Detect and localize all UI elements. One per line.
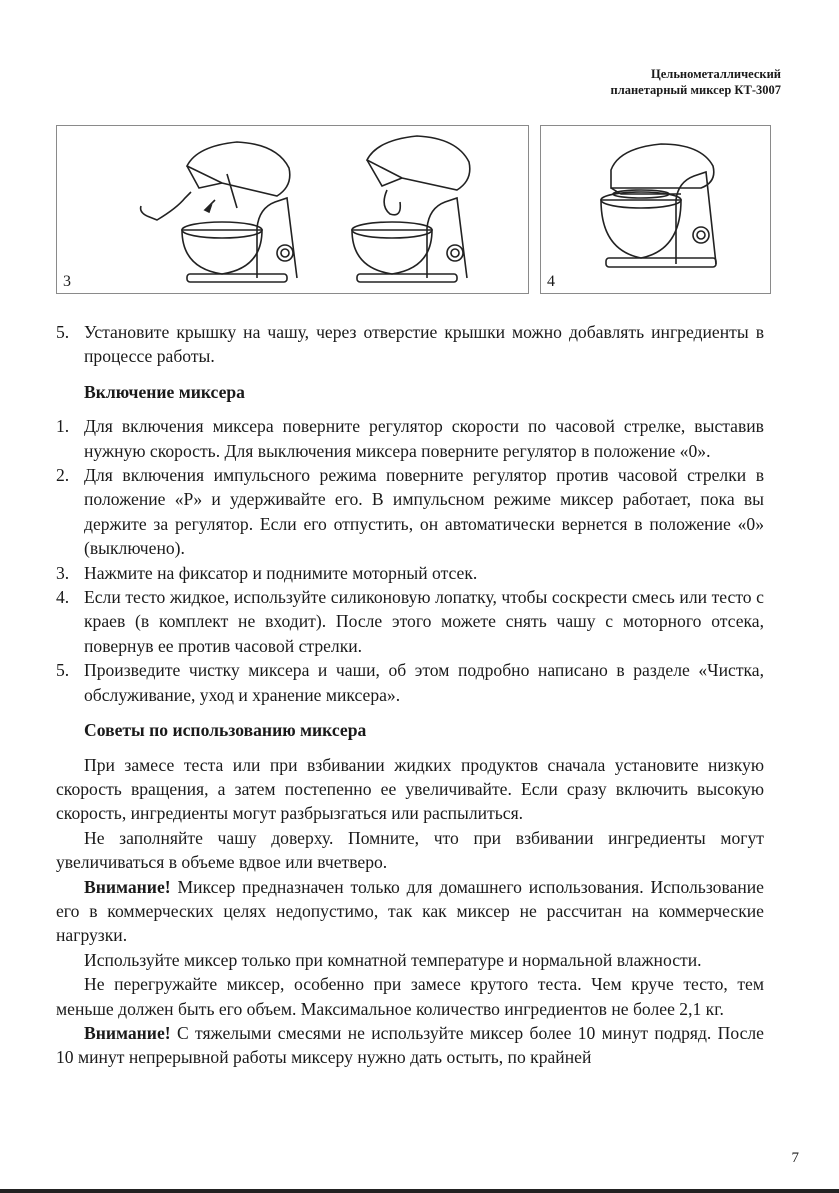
section-heading-switch-on: Включение миксера (84, 381, 245, 402)
figure-number-3: 3 (63, 273, 71, 290)
paragraph-warning (56, 1021, 764, 1070)
paragraph-text: Используйте миксер только при комнатной температуре и нормальной влажности. (84, 949, 702, 970)
header-line-2: планетарный миксер КТ-3007 (610, 83, 781, 97)
paragraph (56, 753, 764, 826)
figure-number-4: 4 (547, 273, 555, 290)
list-item-text: Установите крышку на чашу, через отверстие крышки можно добавлять ингредиенты в процессе работы. (84, 322, 764, 367)
list-item (56, 463, 764, 561)
paragraph-text: Не заполняйте чашу доверху. Помните, что при взбивании ингредиенты могут увеличиваться в объеме вдвое или вчетверо. (56, 827, 764, 873)
warning-label: Внимание! (84, 876, 171, 897)
list-item-number: 5. (56, 322, 70, 342)
paragraph (56, 826, 764, 875)
paragraph-text: Не перегружайте миксер, особенно при замесе крутого теста. Чем круче тесто, тем меньше должен быть его объем. Максимальное количество ингредиентов не более 2,1 кг. (56, 974, 764, 1019)
page-number: 7 (791, 1150, 799, 1166)
list-item-number: 5. (56, 660, 70, 681)
list-item (56, 414, 764, 463)
paragraph-text: Миксер предназначен только для домашнего использования. Использование его в коммерческих целях недопустимо, так как миксер не рассчитан на коммерческие нагрузки. (56, 876, 764, 946)
list-item-number: 2. (56, 465, 70, 486)
section-heading-tips: Советы по использованию миксера (84, 720, 367, 741)
bottom-divider (0, 1189, 839, 1193)
paragraph-text: При замесе теста или при взбивании жидких продуктов сначала установите низкую скорость вращения, а затем постепенно ее увеличивайте. Если сразу включить высокую скорость, ингредиенты могут разбрызгаться или распылиться. (56, 754, 764, 824)
document-header (611, 66, 782, 98)
mixer-hook-attached-illustration (342, 128, 512, 288)
list-item-text: Если тесто жидкое, используйте силиконовую лопатку, чтобы соскрести смесь или тесто с краев (в комплект не входит). После этого можете снять чашу с моторного отсека, повернув ее против часовой стрелки. (84, 587, 764, 656)
warning-label: Внимание! (84, 1022, 171, 1043)
list-item-number: 3. (56, 562, 70, 583)
list-item-text: Для включения миксера поверните регулятор скорости по часовой стрелке, выставив нужную скорость. Для выключения миксера поверните регулятор в положение «0». (84, 416, 764, 461)
list-item-text: Нажмите на фиксатор и поднимите моторный отсек. (84, 562, 478, 583)
main-text (56, 320, 764, 1070)
list-item (56, 585, 764, 658)
paragraph-text: С тяжелыми смесями не используйте миксер более 10 минут подряд. После 10 минут непрерывной работы миксеру нужно дать остыть, по крайней (56, 1022, 764, 1068)
list-item (56, 320, 764, 369)
list-item-text: Произведите чистку миксера и чаши, об этом подробно написано в разделе «Чистка, обслуживание, уход и хранение миксера». (84, 660, 764, 705)
list-item-number: 4. (56, 587, 70, 608)
mixer-assembled-illustration (581, 130, 741, 290)
figure-4 (540, 125, 771, 294)
mixer-head-lifted-illustration (127, 128, 327, 288)
paragraph-warning (56, 875, 764, 948)
list-item (56, 658, 764, 707)
figure-3 (56, 125, 529, 294)
list-item-number: 1. (56, 416, 70, 437)
list-item-text: Для включения импульсного режима поверните регулятор против часовой стрелки в положение «P» и удерживайте его. В импульсном режиме миксер работает, пока вы держите за регулятор. Если его отпустить, он автоматически вернется в положение «0» (выключено). (84, 465, 764, 559)
header-line-1: Цельнометаллический (651, 67, 781, 81)
paragraph (56, 948, 764, 972)
list-item (56, 561, 764, 585)
paragraph (56, 972, 764, 1021)
